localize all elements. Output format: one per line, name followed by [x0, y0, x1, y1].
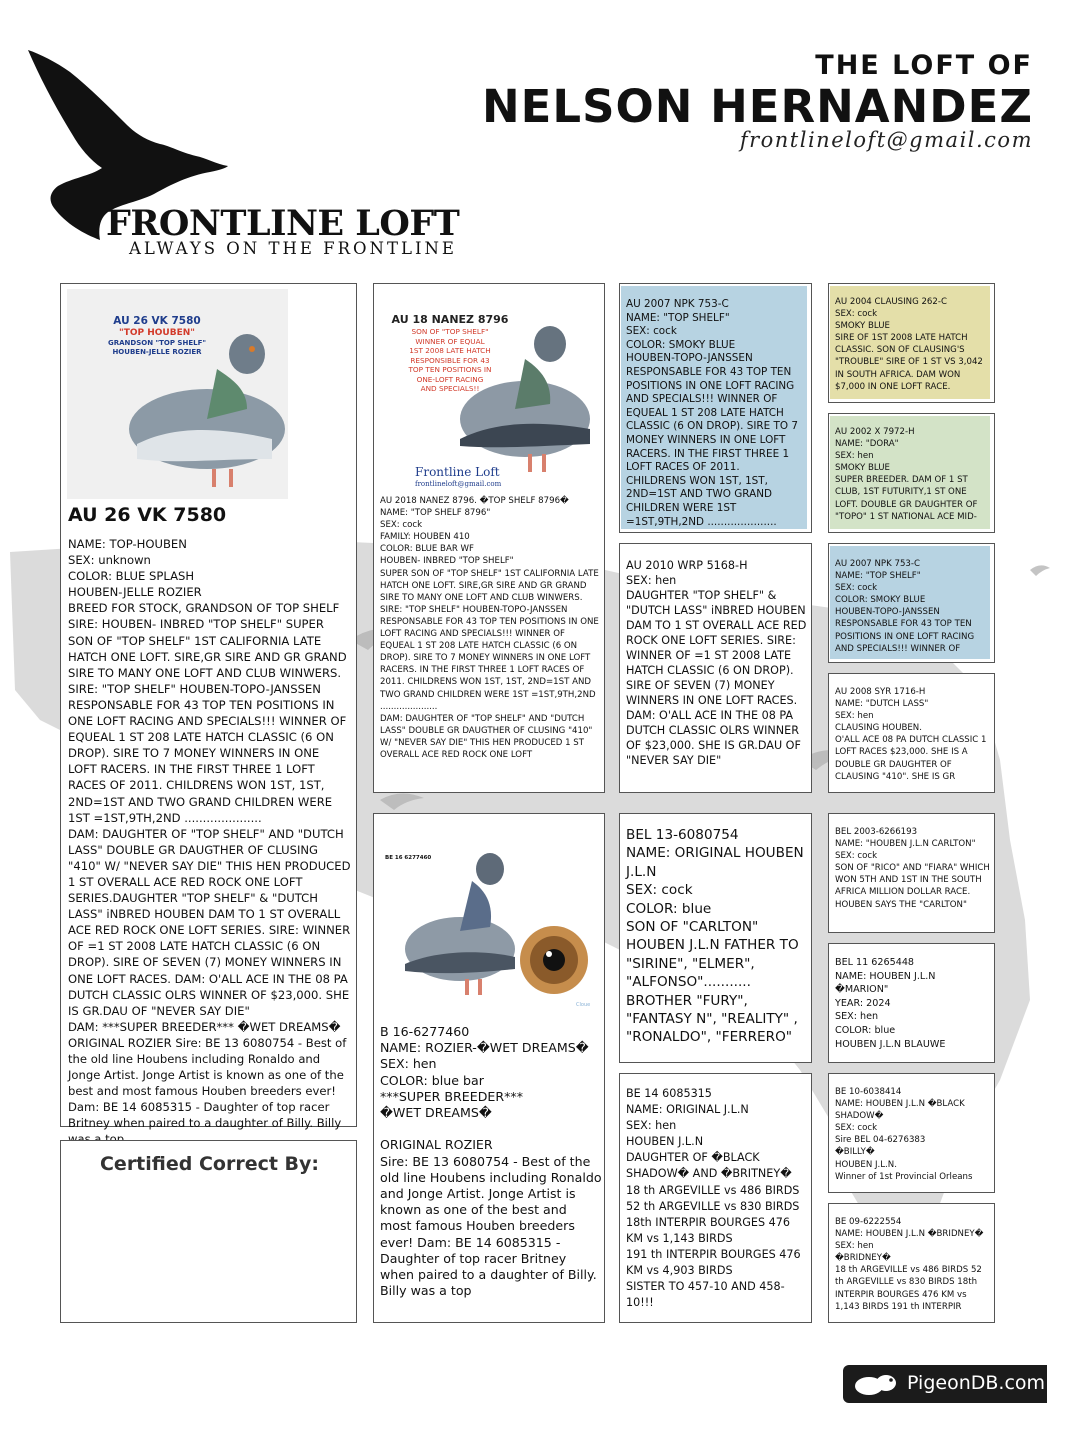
brand-name: FRONTLINE LOFT — [106, 203, 460, 244]
dam-card — [373, 813, 605, 1323]
pigeon-photo-icon — [390, 839, 520, 1004]
main-bird-details: NAME: TOP-HOUBEN SEX: unknown COLOR: BLUE SPLASH HOUBEN-JELLE ROZIER BREED FOR STOCK, GRANDSON OF TOP SHELF SIRE: HOUBEN- INBRED "TOP SHELF" SUPER SON OF "TOP SHELF" 1ST CALIFORNIA LATE HATCH ONE LOFT. SIRE,GR SIRE AND GR GRAND SIRE TO MANY ONE LOFT AND CLUB WINWERS. SIRE: "TOP SHELF" HOUBEN-TOPO-JANSSEN RESPONSABLE FOR 43 TOP TEN POSITIONS IN ONE LOFT RACING AND SPECIALS!!! WINNER OF EQUEAL 1 ST 208 LATE HATCH CLASSIC (6 ON DROP). SIRE TO 7 MONEY WINNERS IN ONE LOFT RACERS. IN THE FIRST THREE 1 LOFT RACES OF 2011. CHILDRENS WON 1ST, 1ST, 2ND=1ST AND TWO GRAND CHILDREN WERE 1ST =1ST,9TH,2ND ..................... DAM: DAUGHTER OF "TOP SHELF" AND "DUTCH LASS" DOUBLE GR DAUGTHER OF CLUSING "410" W/ "NEVER SAY DIE" THIS HEN PRODUCED 1 ST OVERALL ACE RED ROCK ONE LOFT SERIES.DAUGHTER "TOP SHELF" & "DUTCH LASS" iNBRED HOUBEN DAM TO 1 ST OVERALL ACE RED ROCK ONE LOFT SERIES. SIRE: WINNER OF =1 ST 2008 LATE HATCH CLASSIC (6 ON DROP). SIRE OF SEVEN (7) MONEY WINNERS IN ONE LOFT RACES. DAM: O'ALL ACE IN THE 08 PA DUTCH CLASSIC OLRS WINNER OF $23,000. SHE IS GR.DAU OF "NEVER SAY DIE" DAM: ***SUPER BREEDER*** �WET DREAMS� ORIGINAL ROZIER Sire: BE 13 6080754 - Best of the old line Houbens including Ronaldo and Jonge Artist. Jonge Artist is known as one of the best and most famous Houben breeders ever! Dam: BE 14 6085315 - Daughter of top racer Britney when paired to a daughter of Billy. Billy — [68, 537, 351, 1131]
loft-of-heading: THE LOFT OF — [815, 50, 1033, 81]
dam-sire-sire-details: BEL 2003-6266193 NAME: "HOUBEN J.L.N CARLTON" SEX: cock SON OF "RICO" AND "FIARA" WHICH WON 5TH AND 1ST IN THE SOUTH AFRICA MILLION DOLLAR RACE. HOUBEN SAYS THE "CARLTON" — [835, 827, 990, 910]
pigeondb-logo-icon — [851, 1371, 901, 1397]
sire-dam-dam-card — [828, 673, 995, 793]
dam-dam-dam-details: BE 09-6222554 NAME: HOUBEN J.L.N �BRIDNEY� SEX: hen �BRIDNEY� 18 th ARGEVILLE vs 486 BIRDS 52 th ARGEVILLE vs 830 BIRDS 18th INTERPIR BOURGES 476 KM vs 1,143 BIRDS 191 th INTERPIR — [835, 1217, 984, 1312]
pigeon-photo-icon — [400, 304, 600, 479]
certification-box — [60, 1140, 357, 1323]
sire-dam-sire-card — [828, 543, 995, 663]
sire-dam-details: AU 2010 WRP 5168-H SEX: hen DAUGHTER "TOP SHELF" & "DUTCH LASS" iNBRED HOUBEN DAM TO 1 ST OVERALL ACE RED ROCK ONE LOFT SERIES. SIRE: WINNER OF =1 ST 2008 LATE HATCH CLASSIC (6 ON DROP). SIRE OF SEVEN (7) MONEY WINNERS IN ONE LOFT RACES. DAM: O'ALL ACE IN THE 08 PA DUTCH CLASSIC OLRS WINNER OF $23,000. SHE IS GR.DAU OF "NEVER SAY DIE" — [626, 559, 807, 767]
sire-card — [373, 283, 605, 793]
main-bird-title: AU 26 VK 7580 — [68, 504, 227, 526]
sire-photo-logo: Frontline Loft — [415, 465, 500, 479]
sire-dam-sire-details: AU 2007 NPK 753-C NAME: "TOP SHELF" SEX: cock COLOR: SMOKY BLUE HOUBEN-TOPO-JANSSEN RESPONSABLE FOR 43 TOP TEN POSITIONS IN ONE LOFT RACING AND SPECIALS!!! WINNER OF — [830, 546, 990, 659]
dam-sire-dam-card — [828, 943, 995, 1063]
owner-email[interactable]: frontlineloft@gmail.com — [739, 128, 1033, 152]
dam-dam-sire-details: BE 10-6038414 NAME: HOUBEN J.L.N �BLACK SHADOW� SEX: cock Sire BEL 04-6276383 �BILLY� HOUBEN J.L.N. Winner of 1st Provincial Orleans — [835, 1087, 973, 1182]
dam-photo-brand: Cloue — [576, 1002, 591, 1008]
dam-details: B 16-6277460 NAME: ROZIER-�WET DREAMS� SEX: hen COLOR: blue bar ***SUPER BREEDER*** �WET DREAMS� ORIGINAL ROZIER Sire: BE 13 6080754 - Best of the old line Houbens including Ronaldo and Jonge Artist. Jonge Artist is known as one of the best and most famous Houben breeders ever! Dam: BE 14 6085315 - Daughter of top racer Britney when paired to a daughter of Billy. Billy was a top — [380, 1024, 602, 1299]
dam-sire-sire-card — [828, 813, 995, 933]
sire-details: AU 2018 NANEZ 8796. �TOP SHELF 8796� NAME: "TOP SHELF 8796" SEX: cock FAMILY: HOUBEN 410 COLOR: BLUE BAR WF HOUBEN- INBRED "TOP SHELF" SUPER SON OF "TOP SHELF" 1ST CALIFORNIA LATE HATCH ONE LOFT. SIRE,GR SIRE AND GR GRAND SIRE TO MANY ONE LOFT AND CLUB WINWERS. SIRE: "TOP SHELF" HOUBEN-TOPO-JANSSEN RESPONSABLE FOR 43 TOP TEN POSITIONS IN ONE LOFT RACING AND SPECIALS!!! WINNER OF EQUEAL 1 ST 208 LATE HATCH CLASSIC (6 ON DROP). SIRE TO 7 MONEY WINNERS IN ONE LOFT RACERS. IN THE FIRST THREE 1 LOFT RACES OF 2011. CHILDRENS WON 1ST, 1ST, 2ND=1ST AND TWO GRAND CHILDREN WERE 1ST =1ST,9TH,2ND ..................... DAM: DAUGHTER OF "TOP SHELF" AND "DUTCH LASS" DOUBLE GR DAUGTHER OF CLUSING "410" W/ "NEVER SAY DIE" THIS HEN PRODUCED 1 ST OVERALL ACE RED ROCK ONE LOFT — [380, 496, 599, 760]
sire-dam-dam-details: AU 2008 SYR 1716-H NAME: "DUTCH LASS" SEX: hen CLAUSING HOUBEN. O'ALL ACE 08 PA DUTCH CLASSIC 1 LOFT RACES $23,000. SHE IS A DOUBLE GR DAUGHTER OF CLAUSING "410". SHE IS GR — [835, 687, 987, 782]
pigeondb-label: PigeonDB.com — [907, 1372, 1046, 1394]
pigeon-photo-icon — [97, 309, 287, 494]
dam-photo-ring: BE 16 6277460 — [385, 855, 432, 861]
dam-dam-card — [619, 1073, 812, 1323]
dam-sire-details: BEL 13-6080754 NAME: ORIGINAL HOUBEN J.L.N SEX: cock COLOR: blue SON OF "CARLTON" HOUBEN J.L.N FATHER TO "SIRINE", "ELMER", "ALFONSO"........... BROTHER "FURY", "FANTASY N", "REALITY" , "RONALDO", "FERRERO" — [626, 827, 804, 1046]
sire-sire-card — [619, 283, 812, 533]
main-photo-line4: HOUBEN-JELLE ROZIER — [112, 348, 202, 356]
main-photo-line3: GRANDSON "TOP SHELF" — [107, 339, 207, 347]
main-bird-card — [60, 283, 357, 1131]
sire-sire-details: AU 2007 NPK 753-C NAME: "TOP SHELF" SEX: cock COLOR: SMOKY BLUE HOUBEN-TOPO-JANSSEN RESPONSABLE FOR 43 TOP TEN POSITIONS IN ONE LOFT RACING AND SPECIALS!!! WINNER OF EQUEAL 1 ST 208 LATE HATCH CLASSIC (6 ON DROP). SIRE TO 7 MONEY WINNERS IN ONE LOFT RACERS. IN THE FIRST THREE 1 LOFT RACES OF 2011. CHILDRENS WON 1ST, 1ST, 2ND=1ST AND TWO GRAND CHILDREN WERE 1ST =1ST,9TH,2ND ..................... — [621, 286, 807, 529]
sire-sire-sire-card — [828, 283, 995, 403]
pigeondb-badge[interactable] — [843, 1365, 1047, 1403]
certified-label: Certified Correct By: — [99, 1153, 320, 1175]
main-bird-photo — [67, 289, 288, 499]
dam-dam-sire-card — [828, 1073, 995, 1193]
sire-sire-dam-card — [828, 413, 995, 533]
brand-slogan: ALWAYS ON THE FRONTLINE — [129, 239, 457, 258]
main-photo-ring: AU 26 VK 7580 — [113, 315, 201, 327]
sire-photo-ring: AU 18 NANEZ 8796 — [391, 313, 509, 326]
dam-dam-details: BE 14 6085315 NAME: ORIGINAL J.L.N SEX: hen HOUBEN J.L.N DAUGHTER OF �BLACK SHADOW� AND �BRITNEY� 18 th ARGEVILLE vs 486 BIRDS 52 th ARGEVILLE vs 830 BIRDS 18th INTERPIR BOURGES 476 KM vs 1,143 BIRDS 191 th INTERPIR BOURGES 476 KM vs 4,903 BIRDS SISTER TO 457-10 AND 458-10!!! — [626, 1087, 801, 1310]
sire-photo — [380, 289, 600, 494]
dam-dam-dam-card — [828, 1203, 995, 1323]
sire-photo-lines: SON OF "TOP SHELF" WINNER OF EQUAL 1ST 2008 LATE HATCH RESPONSIBLE FOR 43 TOP TEN POSITIONS IN ONE-LOFT RACING AND SPECIALS!! — [408, 327, 492, 393]
sire-photo-email: frontlineloft@gmail.com — [415, 480, 502, 488]
dam-sire-dam-details: BEL 11 6265448 NAME: HOUBEN J.L.N �MARION" YEAR: 2024 SEX: hen COLOR: blue HOUBEN J.L.N BLAUWE — [835, 957, 946, 1050]
dam-sire-card — [619, 813, 812, 1063]
pigeon-eye-icon — [518, 924, 590, 996]
sire-sire-dam-details: AU 2002 X 7972-H NAME: "DORA" SEX: hen SMOKY BLUE SUPER BREEDER. DAM OF 1 ST CLUB, 1ST FUTURITY,1 ST ONE LOFT. DOUBLE GR DAUGHTER OF "TOPO" 1 ST NATIONAL ACE MID- — [830, 416, 990, 529]
dam-photo — [380, 819, 594, 1014]
sire-dam-card — [619, 543, 812, 793]
main-photo-name: "TOP HOUBEN" — [119, 328, 195, 338]
sire-sire-sire-details: AU 2004 CLAUSING 262-C SEX: cock SMOKY BLUE SIRE OF 1ST 2008 LATE HATCH CLASSIC. SON OF CLAUSING'S "TROUBLE" SIRE OF 1 ST VS 3,042 IN SOUTH AFRICA. DAM WON $7,000 IN ONE LOFT RACE. — [830, 286, 990, 399]
owner-name: NELSON HERNANDEZ — [482, 80, 1033, 133]
